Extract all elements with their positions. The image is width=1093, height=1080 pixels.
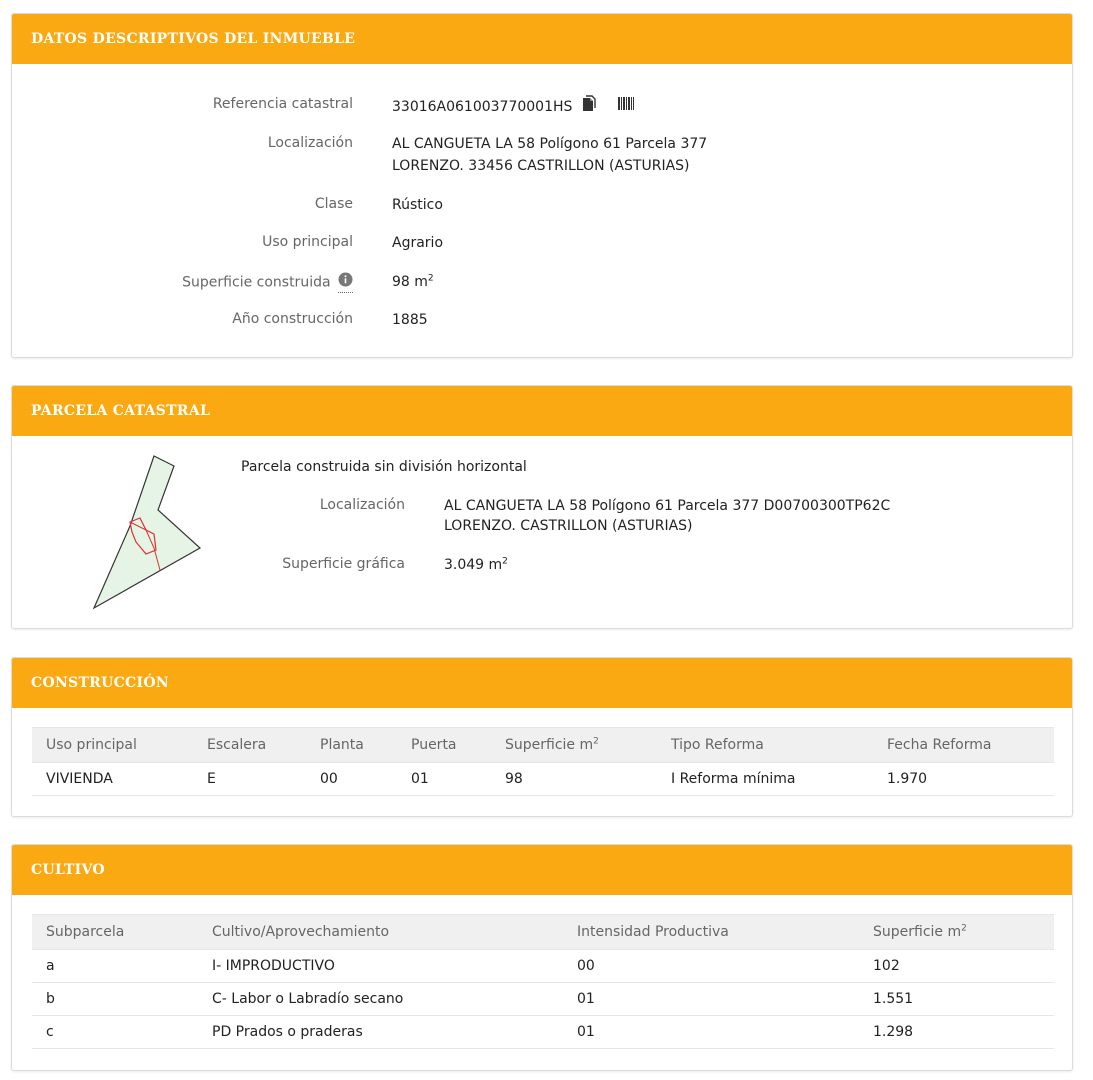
parcela-loc-line2: LORENZO. CASTRILLON (ASTURIAS) — [444, 518, 693, 534]
loc-label: Localización — [267, 135, 353, 151]
parcela-sup-exp: 2 — [502, 556, 508, 567]
cell: 1.298 — [859, 1016, 1054, 1049]
parcela-sup-value — [444, 555, 508, 575]
cell: I- IMPRODUCTIVO — [198, 950, 563, 983]
table-row — [32, 950, 1054, 983]
construccion-table — [32, 727, 1054, 796]
cell: C- Labor o Labradío secano — [198, 983, 563, 1016]
col-superficie-exp: 2 — [593, 736, 599, 747]
parcela-subtitle: Parcela construida sin división horizontal — [241, 459, 527, 475]
cell: 01 — [563, 1016, 859, 1049]
sup-label-text: Superficie construida — [182, 274, 331, 291]
cell: 00 — [563, 950, 859, 983]
col-escalera: Escalera — [193, 728, 306, 763]
ref-label: Referencia catastral — [212, 96, 353, 112]
parcela-loc-label: Localización — [319, 497, 405, 513]
parcela-sup-label: Superficie gráfica — [282, 556, 405, 572]
col-tipo-reforma: Tipo Reforma — [657, 728, 873, 763]
anio-label: Año construcción — [232, 311, 353, 327]
clase-value: Rústico — [392, 197, 443, 213]
cell: VIVIENDA — [32, 763, 193, 796]
cell: 1.551 — [859, 983, 1054, 1016]
table-row — [32, 1016, 1054, 1049]
panel-title: PARCELA CATASTRAL — [12, 386, 1072, 436]
cell: b — [32, 983, 198, 1016]
info-icon[interactable] — [338, 272, 353, 293]
parcela-sup-text: 3.049 m — [444, 557, 503, 573]
col-fecha-reforma: Fecha Reforma — [873, 728, 1054, 763]
copy-icon[interactable] — [581, 95, 597, 119]
anio-value: 1885 — [392, 312, 428, 328]
cell: 98 — [491, 763, 657, 796]
cell: 01 — [397, 763, 491, 796]
col-planta: Planta — [306, 728, 397, 763]
col-subparcela: Subparcela — [32, 915, 198, 950]
cell: I Reforma mínima — [657, 763, 873, 796]
col-intensidad: Intensidad Productiva — [563, 915, 859, 950]
parcel-map[interactable] — [84, 450, 214, 620]
panel-title: CULTIVO — [12, 845, 1072, 895]
sup-value-text: 98 m — [392, 274, 428, 290]
barcode-icon[interactable] — [617, 96, 635, 118]
sup-value — [392, 272, 434, 292]
ref-text: 33016A061003770001HS — [392, 99, 573, 115]
cell: E — [193, 763, 306, 796]
col-cultivo: Cultivo/Aprovechamiento — [198, 915, 563, 950]
sup-exp: 2 — [427, 273, 434, 284]
uso-label: Uso principal — [262, 234, 353, 250]
col-superficie-exp: 2 — [961, 923, 967, 934]
cell: 1.970 — [873, 763, 1054, 796]
cell: 00 — [306, 763, 397, 796]
panel-title: DATOS DESCRIPTIVOS DEL INMUEBLE — [12, 14, 1072, 64]
col-puerta: Puerta — [397, 728, 491, 763]
cell: 01 — [563, 983, 859, 1016]
table-header-row — [32, 915, 1054, 950]
col-superficie — [491, 728, 657, 763]
panel-descriptive — [11, 13, 1073, 358]
table-row — [32, 983, 1054, 1016]
cell: 102 — [859, 950, 1054, 983]
sup-label — [182, 272, 353, 293]
col-superficie-text: Superficie m — [505, 737, 594, 753]
col-superficie-text: Superficie m — [873, 924, 962, 940]
cell: PD Prados o praderas — [198, 1016, 563, 1049]
panel-parcela — [11, 385, 1073, 629]
loc-line2: LORENZO. 33456 CASTRILLON (ASTURIAS) — [392, 158, 690, 174]
cultivo-table — [32, 914, 1054, 1049]
table-header-row — [32, 728, 1054, 763]
parcela-loc-line1: AL CANGUETA LA 58 Polígono 61 Parcela 377 D00700300TP62C — [444, 498, 891, 514]
panel-title: CONSTRUCCIÓN — [12, 658, 1072, 708]
col-uso: Uso principal — [32, 728, 193, 763]
cell: a — [32, 950, 198, 983]
uso-value: Agrario — [392, 235, 444, 251]
panel-construccion — [11, 657, 1073, 817]
panel-cultivo — [11, 844, 1073, 1071]
ref-value — [392, 95, 635, 119]
cell: c — [32, 1016, 198, 1049]
loc-line1: AL CANGUETA LA 58 Polígono 61 Parcela 377 — [392, 136, 708, 152]
clase-label: Clase — [314, 196, 353, 212]
col-superficie — [859, 915, 1054, 950]
table-row — [32, 763, 1054, 796]
